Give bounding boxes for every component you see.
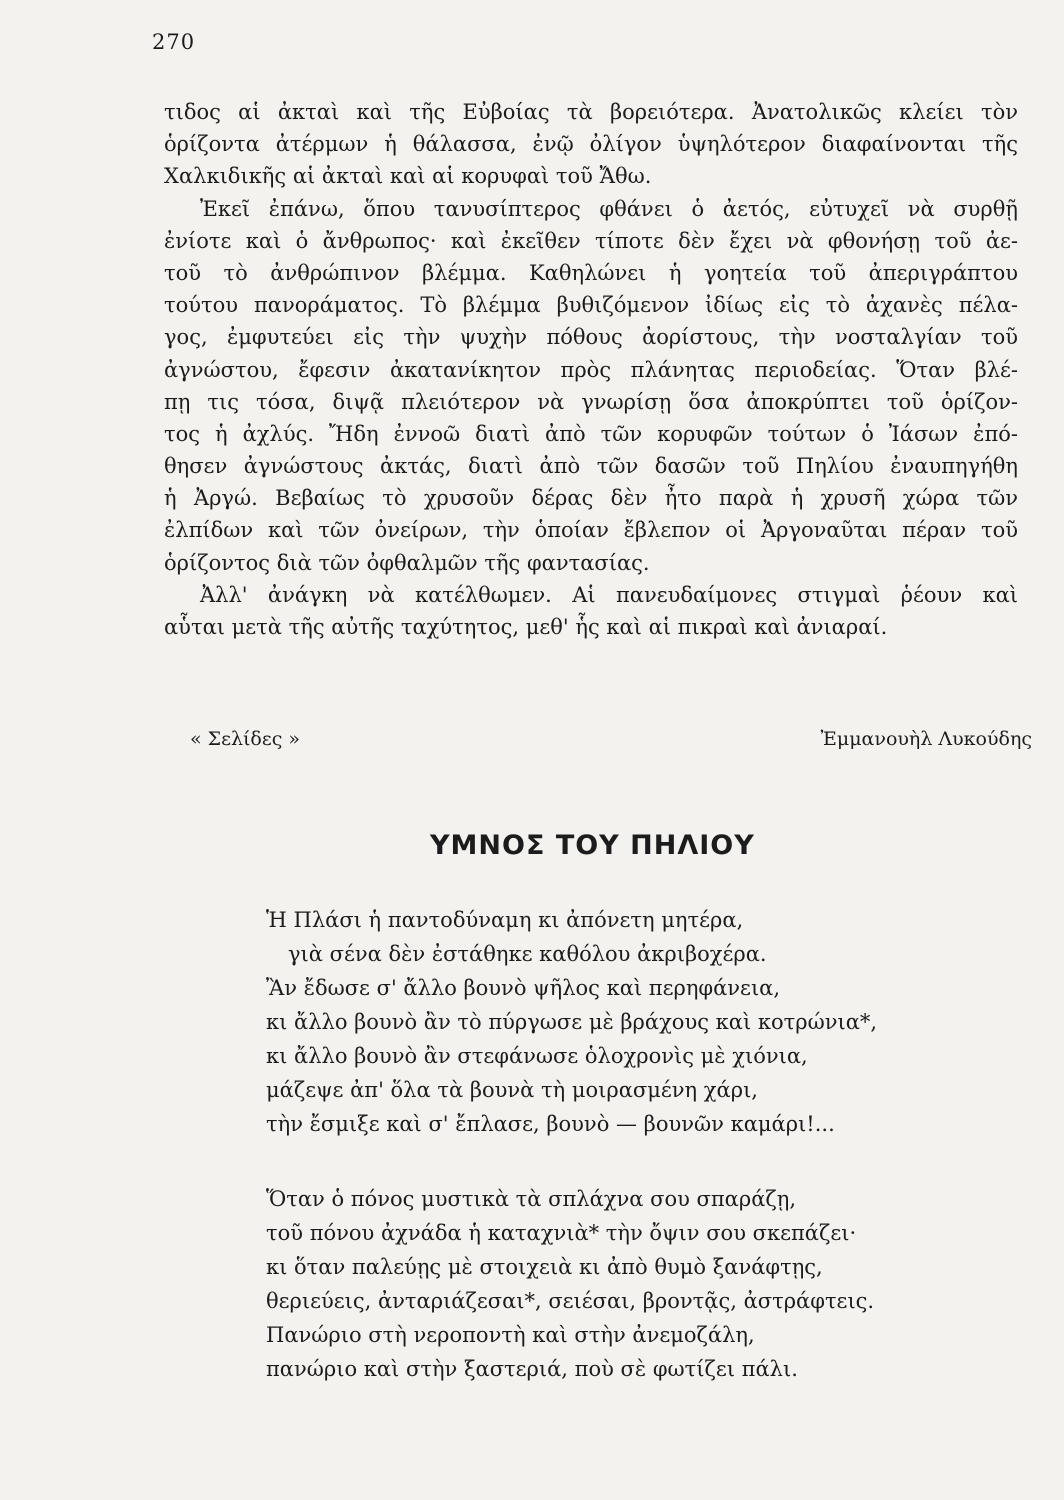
prose-line: τος ἡ ἀχλύς. Ἤδη ἐννοῶ διατὶ ἀπὸ τῶν κορυφῶν τούτων ὁ Ἰάσων ἐπό- (164, 421, 1018, 446)
prose-line: πῃ τις τόσα, διψᾷ πλειότερον νὰ γνωρίσῃ ὅσα ἀποκρύπτει τοῦ ὁρίζον- (164, 389, 1018, 414)
poem-verse: πανώριο καὶ στὴν ξαστεριά, ποὺ σὲ φωτίζει πάλι. (266, 1357, 798, 1381)
prose-line: ἐνίοτε καὶ ὁ ἄνθρωπος· καὶ ἐκεῖθεν τίποτε δὲν ἔχει νὰ φθονήσῃ τοῦ ἀε- (164, 228, 1018, 253)
poem-verse: γιὰ σένα δὲν ἐστάθηκε καθόλου ἀκριβοχέρα. (288, 942, 767, 966)
poem-verse: Ὅταν ὁ πόνος μυστικὰ τὰ σπλάχνα σου σπαράζῃ, (266, 1187, 797, 1211)
poem-verse: μάζεψε ἀπ' ὅλα τὰ βουνὰ τὴ μοιρασμένη χάρι, (266, 1078, 758, 1102)
author-name: Ἐμμανουὴλ Λυκούδης (820, 728, 1032, 750)
prose-line: ὁρίζοντος διὰ τῶν ὀφθαλμῶν τῆς φαντασίας. (164, 550, 650, 575)
prose-line: γος, ἐμφυτεύει εἰς τὴν ψυχὴν πόθους ἀορίστους, τὴν νοσταλγίαν τοῦ (164, 325, 1018, 350)
poem-title: ΥΜΝΟΣ ΤΟΥ ΠΗΛΙΟΥ (430, 830, 755, 861)
poem-stanza (266, 903, 986, 1141)
poem-verse: τὴν ἔσμιξε καὶ σ' ἔπλασε, βουνὸ — βουνῶν καμάρι!... (266, 1112, 835, 1136)
prose-line: αὗται μετὰ τῆς αὐτῆς ταχύτητος, μεθ' ἧς καὶ αἱ πικραὶ καὶ ἀνιαραί. (164, 615, 888, 639)
poem-verse: Ἡ Πλάσι ἡ παντοδύναμη κι ἀπόνετη μητέρα, (266, 908, 744, 932)
prose-line: ὁρίζοντα ἀτέρμων ἡ θάλασσα, ἐνῷ ὀλίγον ὑψηλότερον διαφαίνονται τῆς (164, 132, 1018, 157)
attribution (190, 728, 1032, 760)
prose-line: ἀγνώστου, ἔφεσιν ἀκατανίκητον πρὸς πλάνητας περιοδείας. Ὅταν βλέ- (164, 357, 1018, 382)
poem-verse: τοῦ πόνου ἀχνάδα ἡ καταχνιὰ* τὴν ὄψιν σου σκεπάζει· (266, 1221, 857, 1245)
poem-verse: θεριεύεις, ἀνταριάζεσαι*, σειέσαι, βροντᾷς, ἀστράφτεις. (266, 1289, 875, 1313)
page-number: 270 (152, 30, 196, 54)
prose-line: Ἀλλ' ἀνάγκη νὰ κατέλθωμεν. Αἱ πανευδαίμονες στιγμαὶ ῥέουν καὶ (200, 582, 1018, 607)
prose-line: ἐλπίδων καὶ τῶν ὀνείρων, τὴν ὁποίαν ἔβλεπον οἱ Ἀργοναῦται πέραν τοῦ (164, 518, 1018, 543)
prose-line: τιδος αἱ ἀκταὶ καὶ τῆς Εὐβοίας τὰ βορειότερα. Ἀνατολικῶς κλείει τὸν (164, 100, 1018, 124)
prose-passage (164, 96, 1018, 643)
source-title: « Σελίδες » (190, 728, 301, 750)
prose-line: ἡ Ἀργώ. Βεβαίως τὸ χρυσοῦν δέρας δὲν ἦτο παρὰ ἡ χρυσῆ χώρα τῶν (164, 486, 1018, 511)
prose-line: Χαλκιδικῆς αἱ ἀκταὶ καὶ αἱ κορυφαὶ τοῦ Ἄθω. (164, 164, 652, 189)
poem-verse: Ἂν ἔδωσε σ' ἄλλο βουνὸ ψῆλος καὶ περηφάνεια, (266, 976, 781, 1000)
poem-verse: Πανώριο στὴ νεροποντὴ καὶ στὴν ἀνεμοζάλη, (266, 1323, 755, 1347)
poem-verse: κι ἄλλο βουνὸ ἂν τὸ πύργωσε μὲ βράχους καὶ κοτρώνια*, (266, 1010, 878, 1034)
prose-line: Ἐκεῖ ἐπάνω, ὅπου τανυσίπτερος φθάνει ὁ ἀετός, εὐτυχεῖ νὰ συρθῇ (200, 196, 1018, 221)
poem-verse: κι ἄλλο βουνὸ ἂν στεφάνωσε ὁλοχρονὶς μὲ χιόνια, (266, 1044, 808, 1068)
prose-line: θησεν ἀγνώστους ἀκτάς, διατὶ ἀπὸ τῶν δασῶν τοῦ Πηλίου ἐναυπηγήθη (164, 454, 1018, 479)
prose-line: τοῦ τὸ ἀνθρώπινον βλέμμα. Καθηλώνει ἡ γοητεία τοῦ ἀπεριγράπτου (164, 260, 1018, 285)
poem-stanza (266, 1182, 986, 1386)
prose-line: τούτου πανοράματος. Τὸ βλέμμα βυθιζόμενον ἰδίως εἰς τὸ ἀχανὲς πέλα- (164, 293, 1018, 318)
poem-verse: κι ὅταν παλεύῃς μὲ στοιχειὰ κι ἀπὸ θυμὸ ξανάφτῃς, (266, 1255, 823, 1279)
